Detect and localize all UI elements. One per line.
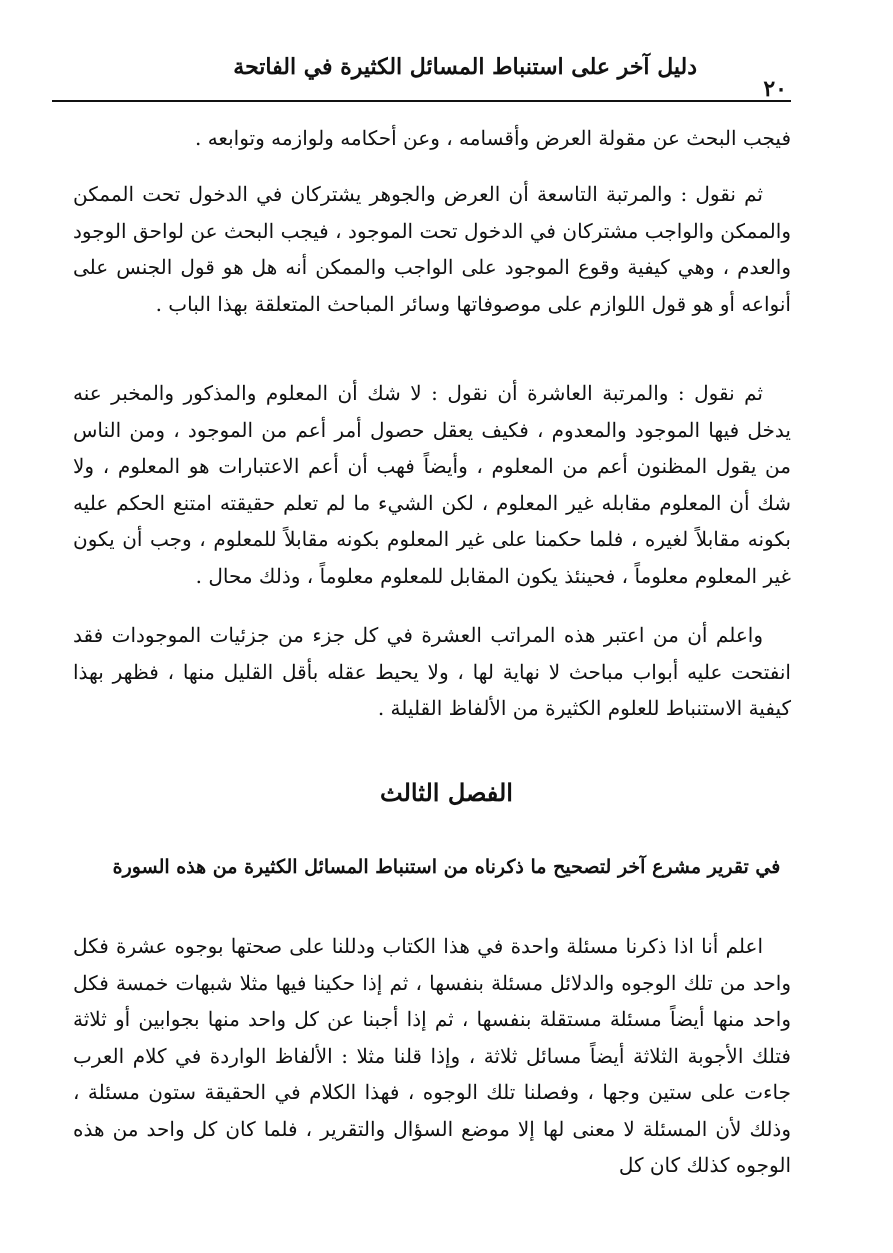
section-subheading: في تقرير مشرع آخر لتصحيح ما ذكرناه من استنباط المسائل الكثيرة من هذه السورة — [112, 856, 781, 878]
paragraph-3-text: ثم نقول : والمرتبة العاشرة أن نقول : لا شك أن المعلوم والمذكور والمخبر عنه يدخل فيها الموجود والمعدوم ، فكيف يعقل حصول أمر أعم من الموجود ، ومن الناس من يقول المظنون أعم من المعلوم ، وأيضاً فهب أن أعم الاعتبارات هو المعلوم ، ولا شك أن المعلوم مقابله غير المعلوم ، لكن الشيء ما لم تعلم حقيقته امتنع الحكم عليه بكونه مقابلاً لغيره ، فلما حكمنا على غير المعلوم بكونه مقابلاً للمعلوم ، وجب أن يكون غير المعلوم معلوماً ، فحينئذ يكون المقابل للمعلوم معلوماً ، وذلك محال . — [73, 381, 791, 588]
paragraph-3 — [73, 375, 791, 594]
paragraph-4-text: واعلم أن من اعتبر هذه المراتب العشرة في كل جزء من جزئيات الموجودات فقد انفتحت عليه أبواب مباحث لا نهاية لها ، ولا يحيط عقله بأقل القليل منها ، فظهر بهذا كيفية الاستنباط للعلوم الكثيرة من الألفاظ القليلة . — [73, 623, 791, 720]
paragraph-5 — [73, 928, 791, 1184]
paragraph-2-text: ثم نقول : والمرتبة التاسعة أن العرض والجوهر يشتركان في الدخول تحت الممكن والممكن والواجب مشتركان في الدخول تحت الموجود ، فيجب البحث عن لواحق الوجود والعدم ، وهي كيفية وقوع الموجود على الواجب والممكن أنه هل هو قول الجنس على أنواعه أو هو قول اللوازم على موصوفاتها وسائر المباحث المتعلقة بهذا الباب . — [73, 182, 791, 316]
running-header-title: دليل آخر على استنباط المسائل الكثيرة في الفاتحة — [233, 54, 697, 80]
paragraph-4 — [73, 617, 791, 727]
paragraph-1 — [73, 120, 791, 157]
paragraph-1-text: فيجب البحث عن مقولة العرض وأقسامه ، وعن أحكامه ولوازمه وتوابعه . — [194, 126, 791, 150]
header-divider — [52, 100, 791, 102]
page-number: ٢٠ — [763, 76, 787, 102]
paragraph-5-text: اعلم أنا اذا ذكرنا مسئلة واحدة في هذا الكتاب ودللنا على صحتها بوجوه عشرة فكل واحد من تلك الوجوه والدلائل مسئلة بنفسها ، ثم إذا حكينا فيها مثلا شبهات خمسة فكل واحد منها أيضاً مسئلة مستقلة بنفسها ، ثم إذا أجبنا عن كل واحد منها بجوابين أو ثلاثة فتلك الأجوبة الثلاثة أيضاً مسائل ثلاثة ، وإذا قلنا مثلا : الألفاظ الواردة في كلام العرب جاءت على ستين وجها ، وفصلنا تلك الوجوه ، فهذا الكلام في الحقيقة ستون مسئلة ، وذلك لأن المسئلة لا معنى لها إلا موضع السؤال والتقرير ، فلما كان كل واحد من هذه الوجوه كذلك كان كل — [73, 934, 791, 1177]
running-header — [52, 48, 787, 102]
paragraph-2 — [73, 176, 791, 322]
section-heading: الفصل الثالث — [380, 778, 513, 807]
